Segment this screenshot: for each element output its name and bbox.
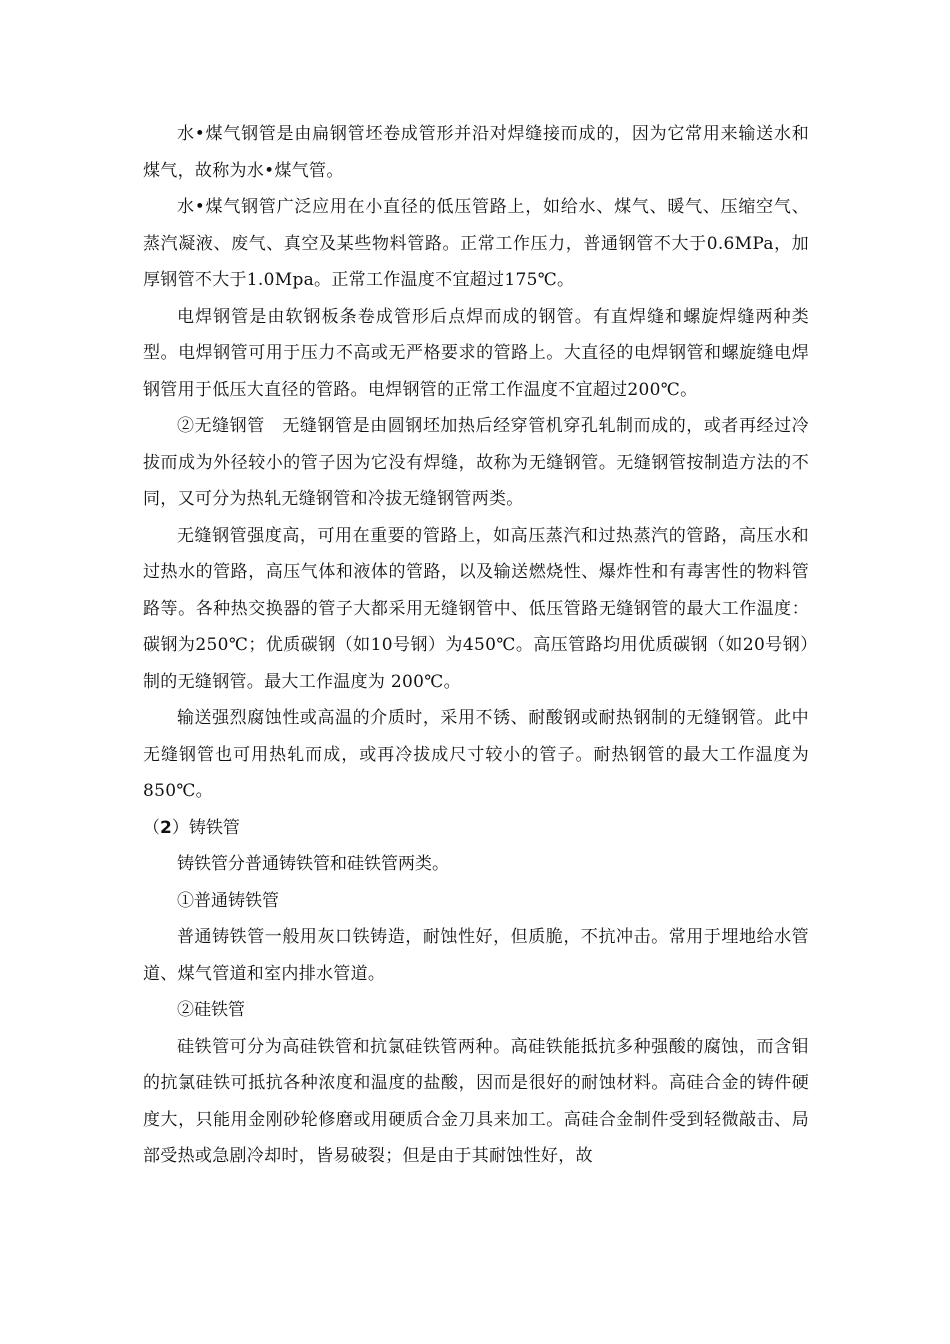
- paragraph-welded-pipe: 电焊钢管是由软钢板条卷成管形后点焊而成的钢管。有直焊缝和螺旋焊缝两种类型。电焊钢管可用于压力不高或无严格要求的管路上。大直径的电焊钢管和螺旋缝电焊钢管用于低压大直径的管路。电焊钢管的正常工作温度不宜超过200℃。: [143, 306, 809, 400]
- section-heading-cast-iron: [143, 810, 809, 847]
- paragraph-ordinary-cast-iron: 普通铸铁管一般用灰口铁铸造，耐蚀性好，但质脆，不抗冲击。常用于埋地给水管道、煤气管道和室内排水管道。: [143, 927, 809, 984]
- heading-open-paren: （: [143, 817, 160, 838]
- paragraph-water-gas-pipe-definition: 水•煤气钢管是由扁钢管坯卷成管形并沿对焊缝接而成的，因为它常用来输送水和煤气，故称为水•煤气管。: [143, 124, 809, 181]
- paragraph-water-gas-pipe-usage: 水•煤气钢管广泛应用在小直径的低压管路上，如给水、煤气、暖气、压缩空气、蒸汽凝液、废气、真空及某些物料管路。正常工作压力，普通钢管不大于0.6MPa，加厚钢管不大于1.0Mpa。正常工作温度不宜超过175℃。: [143, 197, 809, 290]
- paragraph-seamless-pipe-strength: 无缝钢管强度高，可用在重要的管路上，如高压蒸汽和过热蒸汽的管路，高压水和过热水的管路，高压气体和液体的管路，以及输送燃烧性、爆炸性和有毒害性的物料管路等。各种热交换器的管子大都采用无缝钢管中、低压管路无缝钢管的最大工作温度：碳钢为250℃；优质碳钢（如10号钢）为450℃。高压管路均用优质碳钢（如20号钢）制的无缝钢管。最大工作温度为 200℃。: [143, 525, 809, 692]
- heading-title: 铸铁管: [188, 817, 240, 838]
- paragraph-cast-iron-intro: 铸铁管分普通铸铁管和硅铁管两类。: [177, 854, 449, 874]
- document-page: [143, 116, 809, 1175]
- paragraph-corrosive-media: 输送强烈腐蚀性或高温的介质时，采用不锈、耐酸钢或耐热钢制的无缝钢管。此中无缝钢管也可用热轧而成，或再冷拔成尺寸较小的管子。耐热钢管的最大工作温度为850℃。: [143, 708, 809, 801]
- heading-close-paren: ）: [171, 817, 189, 838]
- heading-number: 2: [160, 817, 172, 838]
- subheading-ordinary-cast-iron: ①普通铸铁管: [177, 890, 279, 911]
- subheading-silicon-iron: ②硅铁管: [177, 1000, 245, 1020]
- paragraph-seamless-pipe: ②无缝钢管 无缝钢管是由圆钢坯加热后经穿管机穿孔轧制而成的，或者再经过冷拔而成为外径较小的管子因为它没有焊缝，故称为无缝钢管。无缝钢管按制造方法的不同，又可分为热轧无缝钢管和冷拔无缝钢管两类。: [143, 416, 809, 509]
- paragraph-silicon-iron: 硅铁管可分为高硅铁管和抗氯硅铁管两种。高硅铁能抵抗多种强酸的腐蚀，而含钼的抗氯硅铁可抵抗各种浓度和温度的盐酸，因而是很好的耐蚀材料。高硅合金的铸件硬度大，只能用金刚砂轮修磨或用硬质合金刀具来加工。高硅合金制件受到轻微敲击、局部受热或急剧冷却时，皆易破裂；但是由于其耐蚀性好，故: [143, 1036, 809, 1166]
